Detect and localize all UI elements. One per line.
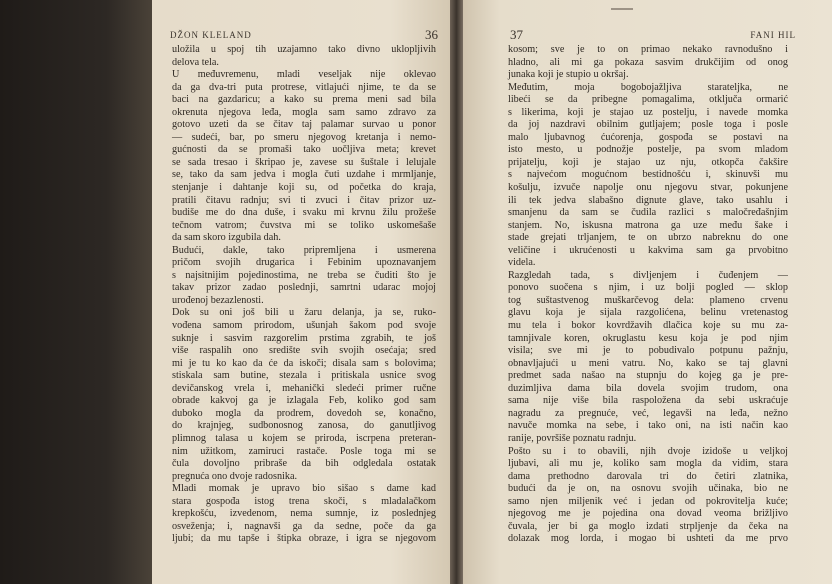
text-line: njegovog me je pojedina ona dovad veoma brižljivo — [508, 508, 788, 520]
ornament-mark — [611, 8, 633, 10]
text-line: prijatelju, koji je stajao uz nju, otkopča čakšire — [508, 156, 788, 168]
text-line: sama nije više bila raspoložena da sebi uskraćuje — [508, 395, 788, 407]
text-line: ranije, površiše poznatu radnju. — [508, 432, 637, 444]
text-line: U međuvremenu, mladi veseljak nije oklevao — [172, 69, 436, 81]
text-line: tamnjivale koren, okruglastu kesu koja je pod njim — [508, 332, 788, 344]
text-line: — sudeći, bar, po smeru njegovog kretanja i nemo- — [172, 131, 436, 143]
text-line: Mladi momak je upravo bio sišao s dame kad — [172, 483, 436, 495]
text-line: dama prethodno darovala tri do četiri zlatnika, — [508, 470, 788, 482]
text-line: košulju, izvuče napolje onu njegovu stvar, pokunjene — [508, 182, 788, 194]
text-line: mu tela i bokor kovrdžavih dlačica koje su mu za- — [508, 320, 788, 332]
text-line: nagradu za pregnuće, već, legavši na leđa, nežno — [508, 407, 788, 419]
text-line: visila; sve mi je to pobudivalo potpunu pažnju, — [508, 345, 788, 357]
text-line: tečnom vatrom; čuvstva mi se toliko uskomešaše — [172, 219, 436, 231]
text-line: uložila u spoj tih uzajamno tako divno uklopljivih — [172, 44, 436, 55]
text-line: ljubavi, ali mu je, koliko sam mogla da vidim, stara — [508, 458, 788, 470]
text-line: do krajnjeg, sudbonosnog zanosa, do ganutljivog — [172, 420, 436, 432]
text-line: nim užitkom, zamiruci rastače. Posle toga mi se — [172, 445, 436, 457]
text-line: malo ljubavnog ćućorenja, gospođa se postavi na — [508, 131, 788, 143]
right-body-text — [508, 44, 788, 546]
text-line: Razgledah tada, s divljenjem i čuđenjem — — [508, 269, 788, 281]
text-line: čuvala, jer bi ga moglo izdati strpljenje da čeka na — [508, 520, 788, 532]
right-running-head: FANI HIL — [750, 30, 796, 40]
text-line: budući da je on, na osnovu svojih učinaka, bio ne — [508, 483, 788, 495]
text-line: Međutim, moja bogobojažljiva starateljka, ne — [508, 81, 788, 93]
text-line: se, tako da sam jedva i mogla čuti uzdahe i mrmljanje, — [172, 169, 436, 181]
text-line: pregnuća ono dvoje radosnika. — [172, 470, 298, 482]
text-line: devičanskog vrela i, mehanički sledeći primer ručne — [172, 382, 436, 394]
text-line: isto mesto, u podnožje postelje, pa svom mladom — [508, 144, 788, 156]
text-line: suknje i sasvim razgorelim prstima zgrabih, te još — [172, 332, 436, 344]
text-line: takav prizor zadao poslednji, samrtni udarac mojoj — [172, 282, 436, 294]
text-line: libeći se da pribegne pomagalima, otključa ormarić — [508, 94, 788, 106]
text-line: plimnog talasa u kojem se priroda, iscrpena preteran- — [172, 432, 436, 444]
text-line: ponovo suočena s njim, i uz bolji pogled — sklop — [508, 282, 788, 294]
text-line: s najvećom mogućnom bestidnošću i, skinuvši mu — [508, 169, 788, 181]
text-line: s najsitnijim pojedinostima, ne treba se čuditi što je — [172, 269, 436, 281]
text-line: da sam skoro izgubila dah. — [172, 232, 281, 244]
text-line: delova tela. — [172, 56, 219, 68]
text-line: ljubi; da mu tapše i štipka obraze, i igra se njegovom — [172, 533, 436, 545]
text-line: dolazak mog lorda, i mogao bi ushteti da me prvo — [508, 533, 788, 545]
book-gutter — [450, 0, 463, 584]
text-line: Dok su oni još bili u žaru delanja, ja se, ruko- — [172, 307, 436, 319]
text-line: okrenuta njegova leđa, mogla sam samo zdravo za — [172, 106, 436, 118]
left-page — [152, 0, 450, 584]
right-page-number: 37 — [510, 27, 523, 42]
text-line: osveženja; i, nagnavši ga da sedne, poče da ga — [172, 520, 436, 532]
right-page — [463, 0, 832, 584]
text-line: da ga dva-tri puta protrese, vitlajući njime, te da se — [172, 81, 436, 93]
text-line: da joj nazdravi obilnim gutljajem; posle toga i posle — [508, 119, 788, 131]
text-line: tog suštastvenog muškarčevog dela: plameno crvenu — [508, 294, 788, 306]
left-page-number: 36 — [425, 27, 438, 42]
text-line: hladno, ali mi ga pokaza sasvim drukčijim od onog — [508, 56, 788, 68]
text-line: krepkošću, izvedenom, nema sumnje, iz poslednjeg — [172, 508, 436, 520]
text-line: obnavljajući u meni vatru. No, kako se taj glavni — [508, 357, 788, 369]
left-running-head: DŽON KLELAND — [170, 30, 252, 40]
text-line: samo njen miljenik već i jedan od pokrovitelja kuće; — [508, 495, 788, 507]
text-line: Pošto su i to obavili, njih dvoje izidoše u veljkoj — [508, 445, 788, 457]
text-line: baci na gazdaricu; a kako su prema meni sad bila — [172, 94, 436, 106]
text-line: glavu koja je sijala razgolićena, belinu vretenastog — [508, 307, 788, 319]
text-line: mi je tu ko kao da će da iskoči; disala sam s bolovima; — [172, 357, 436, 369]
text-line: stade grejati trljanjem, te on ubrzo nabreknu do one — [508, 232, 788, 244]
text-line: stenjanje i dahtanje koji su, od početka do kraja, — [172, 182, 436, 194]
text-line: navuče momka na sebe, i tako oni, na isti način kao — [508, 420, 788, 432]
text-line: se sada tresao i škripao je, zavese su šuštale i lelujale — [172, 156, 436, 168]
text-line: kosom; sve je to on primao nekako ravnodušno i — [508, 44, 788, 55]
text-line: junaka koji je stupio u okršaj. — [508, 69, 629, 81]
text-line: urođenoj bezazlenosti. — [172, 294, 264, 306]
text-line: stiskala sam butine, stezala i pritiskala usnice svog — [172, 370, 436, 382]
text-line: više raspalih ono središte svih svojih osećaja; sred — [172, 345, 436, 357]
text-line: veličine i ukrućenosti u kakvima sam ga prvobitno — [508, 244, 788, 256]
left-body-text — [172, 44, 436, 546]
text-line: duzimljiva dama bila dovela svojim trudom, ona — [508, 382, 788, 394]
text-line: s likerima, koji je stajao uz postelju, i navede momka — [508, 106, 788, 118]
text-line: pričom svojih drugarica i Febinim upoznavanjem — [172, 257, 436, 269]
text-line: obrade kakvoj ga je izlagala Feb, koliko god sam — [172, 395, 436, 407]
text-line: budiše me do dna duše, i svaku mi krvnu žilu prožeše — [172, 207, 436, 219]
text-line: predmet sada našao na stupnju do kojeg ga je pre- — [508, 370, 788, 382]
text-line: videla. — [508, 257, 536, 269]
text-line: čula dovoljno pribraše da bih odgledala ostatak — [172, 458, 436, 470]
text-line: pratili čitavu radnju; svi ti zvuci i čitav prizor uz- — [172, 194, 436, 206]
text-line: smanjenu da sam se čudila razlici s maločređašnjim — [508, 207, 788, 219]
text-line: duboko mogla da prodrem, dovedoh se, konačno, — [172, 407, 436, 419]
text-line: Budući, dakle, tako pripremljena i usmerena — [172, 244, 436, 256]
text-line: ili tek jedva slabašno dignute glave, tako usahlu i — [508, 194, 788, 206]
text-line: gućnosti da se promaši tako uočljiva meta; krevet — [172, 144, 436, 156]
text-line: stara gospođa istog trena skoči, s mladalačkom — [172, 495, 436, 507]
book-cover-edge — [0, 0, 152, 584]
text-line: gotovo uzeti da se čitav taj palamar survao u ponor — [172, 119, 436, 131]
text-line: vođena samom prirodom, ušunjah šakom pod svoje — [172, 320, 436, 332]
text-line: stanjem. No, iskusna matrona ga uze među šake i — [508, 219, 788, 231]
